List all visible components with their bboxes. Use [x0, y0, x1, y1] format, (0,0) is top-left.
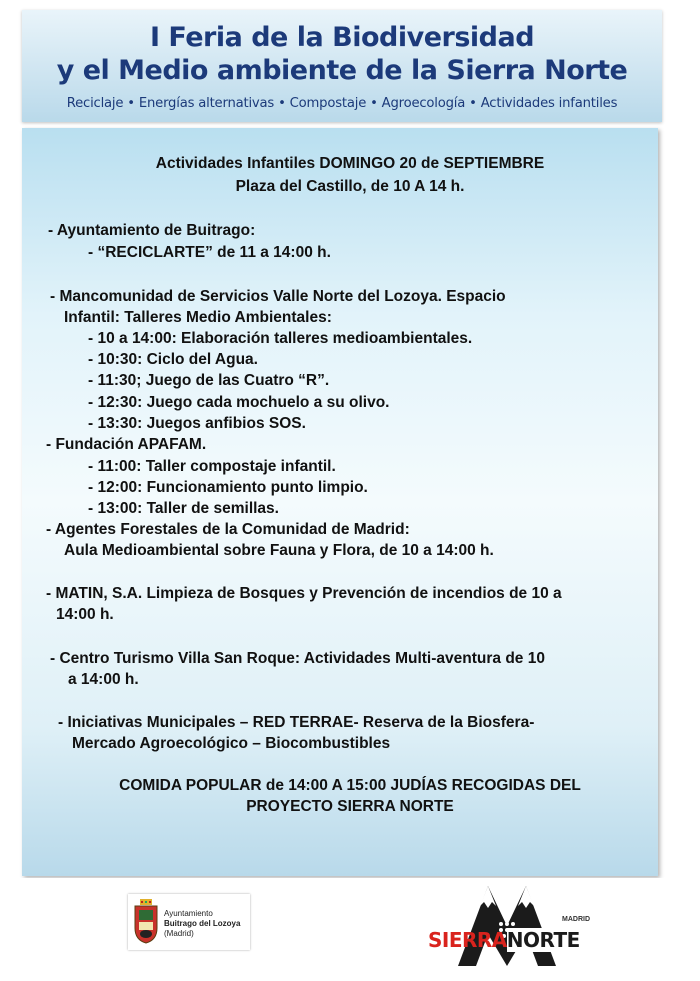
list-item: Aula Medioambiental sobre Fauna y Flora, de 10 a 14:00 h. [64, 542, 494, 559]
list-item: - Centro Turismo Villa San Roque: Actividades Multi-aventura de 10 [50, 650, 545, 667]
sierra-norte-madrid: MADRID [562, 916, 590, 923]
list-item: - 13:00: Taller de semillas. [88, 500, 279, 517]
list-item: Infantil: Talleres Medio Ambientales: [64, 309, 332, 326]
list-item: - MATIN, S.A. Limpieza de Bosques y Prevención de incendios de 10 a [46, 585, 562, 602]
list-item: - 12:30: Juego cada mochuelo a su olivo. [88, 394, 390, 411]
list-item: - 11:30; Juego de las Cuatro “R”. [88, 372, 330, 389]
list-item: Mercado Agroecológico – Biocombustibles [72, 735, 391, 752]
ayuntamiento-line3: (Madrid) [164, 929, 194, 938]
list-item: 14:00 h. [56, 606, 114, 623]
ayuntamiento-line2: Buitrago del Lozoya [164, 919, 241, 928]
list-item: - Ayuntamiento de Buitrago: [48, 222, 256, 239]
list-item: - Fundación APAFAM. [46, 436, 207, 453]
banner-title-line1: I Feria de la Biodiversidad [149, 22, 535, 53]
heading-line2: Plaza del Castillo, de 10 A 14 h. [235, 178, 465, 195]
heading-line1: Actividades Infantiles DOMINGO 20 de SEPTIEMBRE [155, 155, 545, 172]
banner-title-line2: y el Medio ambiente de la Sierra Norte [56, 55, 628, 86]
list-item: - 13:30: Juegos anfibios SOS. [88, 415, 306, 432]
sierra-norte-logo [428, 878, 590, 968]
list-item: - Iniciativas Municipales – RED TERRAE- Reserva de la Biosfera- [58, 714, 535, 731]
list-item: - Agentes Forestales de la Comunidad de Madrid: [46, 521, 410, 538]
list-item: - 10 a 14:00: Elaboración talleres medioambientales. [88, 330, 473, 347]
list-item: - Mancomunidad de Servicios Valle Norte del Lozoya. Espacio [50, 288, 506, 305]
ayuntamiento-logo [128, 894, 250, 950]
list-item: - 11:00: Taller compostaje infantil. [88, 458, 336, 475]
list-item: - 10:30: Ciclo del Agua. [88, 351, 258, 368]
sierra-word: SIERRA [428, 928, 507, 952]
norte-word: NORTE [506, 928, 580, 952]
list-item: - “RECICLARTE” de 11 a 14:00 h. [88, 244, 331, 261]
closing-line1: COMIDA POPULAR de 14:00 A 15:00 JUDÍAS RECOGIDAS DEL [119, 777, 581, 794]
list-item: - 12:00: Funcionamiento punto limpio. [88, 479, 368, 496]
list-item: a 14:00 h. [68, 671, 139, 688]
coat-of-arms-icon [133, 898, 159, 944]
sierra-norte-wordmark [428, 928, 580, 952]
mountain-m-icon [428, 878, 586, 968]
closing-line2: PROYECTO SIERRA NORTE [246, 798, 454, 815]
header-banner [22, 10, 662, 122]
footer [0, 878, 700, 981]
ayuntamiento-line1: Ayuntamiento [164, 909, 213, 918]
banner-subtitle: Reciclaje • Energías alternativas • Compostaje • Agroecología • Actividades infantiles [66, 96, 618, 111]
